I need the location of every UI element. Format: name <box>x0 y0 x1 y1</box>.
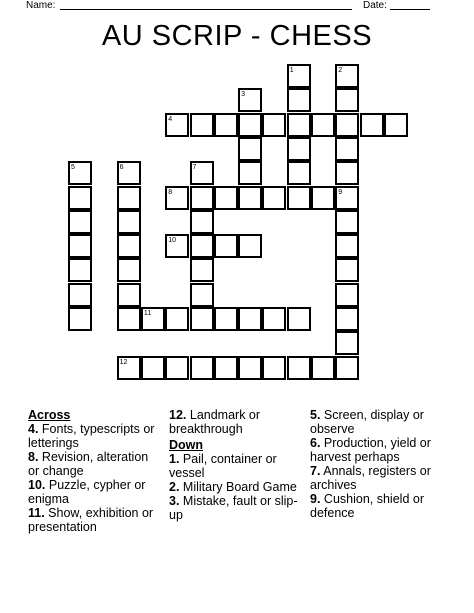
crossword-cell[interactable] <box>238 186 262 210</box>
crossword-cell[interactable] <box>117 283 141 307</box>
crossword-cell[interactable] <box>117 307 141 331</box>
crossword-cell[interactable] <box>335 88 359 112</box>
crossword-cell[interactable] <box>335 210 359 234</box>
clues-column-2 <box>169 408 299 522</box>
crossword-cell[interactable] <box>384 113 408 137</box>
clue-down-1: 1. Pail, container or vessel <box>169 452 277 480</box>
crossword-cell[interactable] <box>68 234 92 258</box>
crossword-cell[interactable] <box>335 161 359 185</box>
crossword-cell[interactable] <box>287 356 311 380</box>
crossword-cell[interactable] <box>335 331 359 355</box>
crossword-cell[interactable] <box>238 234 262 258</box>
clue-number-label: 6 <box>119 164 124 172</box>
crossword-cell[interactable] <box>214 307 238 331</box>
clue-down-7: 7. Annals, registers or archives <box>310 464 431 492</box>
crossword-cell[interactable] <box>141 356 165 380</box>
crossword-cell[interactable] <box>214 234 238 258</box>
crossword-cell[interactable] <box>117 210 141 234</box>
crossword-cell[interactable] <box>117 234 141 258</box>
clue-down-5: 5. Screen, display or observe <box>310 408 424 436</box>
crossword-cell[interactable] <box>165 356 189 380</box>
clues-column-1 <box>28 408 158 534</box>
clue-across-4: 4. Fonts, typescripts or letterings <box>28 422 155 450</box>
crossword-cell[interactable] <box>190 258 214 282</box>
crossword-cell[interactable] <box>287 137 311 161</box>
clue-number-label: 10 <box>168 237 176 245</box>
crossword-cell[interactable] <box>117 258 141 282</box>
crossword-cell[interactable] <box>335 356 359 380</box>
crossword-cell[interactable] <box>238 161 262 185</box>
clue-down-3: 3. Mistake, fault or slip-up <box>169 494 298 522</box>
down-heading: Down <box>169 438 204 452</box>
clue-across-12: 12. Landmark or breakthrough <box>169 408 261 436</box>
clue-number-label: 3 <box>241 91 245 99</box>
clue-number-label: 2 <box>338 67 343 74</box>
clue-down-2: 2. Military Board Game <box>169 480 297 494</box>
clue-number-label: 12 <box>119 358 128 366</box>
crossword-cell[interactable] <box>311 113 335 137</box>
crossword-cell[interactable] <box>117 186 141 210</box>
crossword-cell[interactable] <box>190 283 214 307</box>
crossword-cell[interactable] <box>190 186 214 210</box>
crossword-cell[interactable] <box>335 283 359 307</box>
clue-number-label: 5 <box>71 164 75 172</box>
clue-number-label: 7 <box>192 164 197 172</box>
crossword-cell[interactable] <box>214 113 238 137</box>
crossword-cell[interactable] <box>190 307 214 331</box>
crossword-cell[interactable] <box>335 113 359 137</box>
crossword-cell[interactable] <box>262 186 286 210</box>
crossword-cell[interactable] <box>238 307 262 331</box>
date-label: Date: <box>363 0 387 11</box>
clues-column-3 <box>310 408 460 520</box>
crossword-cell[interactable] <box>287 88 311 112</box>
clue-down-9: 9. Cushion, shield or defence <box>310 492 424 520</box>
crossword-cell[interactable] <box>165 307 189 331</box>
clue-number-label: 4 <box>168 115 173 123</box>
crossword-cell[interactable] <box>262 113 286 137</box>
clue-number-label: 9 <box>338 188 343 196</box>
crossword-cell[interactable] <box>190 234 214 258</box>
crossword-cell[interactable] <box>190 113 214 137</box>
crossword-cell[interactable] <box>68 307 92 331</box>
clue-number-label: 1 <box>289 67 294 74</box>
crossword-cell[interactable] <box>287 161 311 185</box>
clue-across-8: 8. Revision, alteration or change <box>28 450 149 478</box>
crossword-cell[interactable] <box>214 356 238 380</box>
crossword-cell[interactable] <box>360 113 384 137</box>
crossword-cell[interactable] <box>68 210 92 234</box>
clue-across-11: 11. Show, exhibition or presentation <box>28 506 154 534</box>
crossword-cell[interactable] <box>68 258 92 282</box>
crossword-cell[interactable] <box>287 307 311 331</box>
crossword-cell[interactable] <box>190 356 214 380</box>
crossword-cell[interactable] <box>262 307 286 331</box>
crossword-cell[interactable] <box>335 137 359 161</box>
crossword-cell[interactable] <box>68 283 92 307</box>
crossword-cell[interactable] <box>262 356 286 380</box>
clue-number-label: 11 <box>143 310 152 317</box>
clue-across-10: 10. Puzzle, cypher or enigma <box>28 478 146 506</box>
name-label: Name: <box>26 0 56 11</box>
crossword-cell[interactable] <box>311 356 335 380</box>
clue-down-6: 6. Production, yield or harvest perhaps <box>310 436 431 464</box>
crossword-cell[interactable] <box>287 186 311 210</box>
across-heading: Across <box>28 408 71 422</box>
crossword-cell[interactable] <box>238 137 262 161</box>
page-title: AU SCRIP - CHESS <box>101 20 373 52</box>
crossword-cell[interactable] <box>68 186 92 210</box>
crossword-cell[interactable] <box>311 186 335 210</box>
crossword-cell[interactable] <box>287 113 311 137</box>
crossword-cell[interactable] <box>335 258 359 282</box>
crossword-cell[interactable] <box>190 210 214 234</box>
clue-number-label: 8 <box>168 188 173 196</box>
crossword-cell[interactable] <box>214 186 238 210</box>
crossword-cell[interactable] <box>335 234 359 258</box>
crossword-cell[interactable] <box>238 356 262 380</box>
crossword-cell[interactable] <box>335 307 359 331</box>
crossword-cell[interactable] <box>238 113 262 137</box>
